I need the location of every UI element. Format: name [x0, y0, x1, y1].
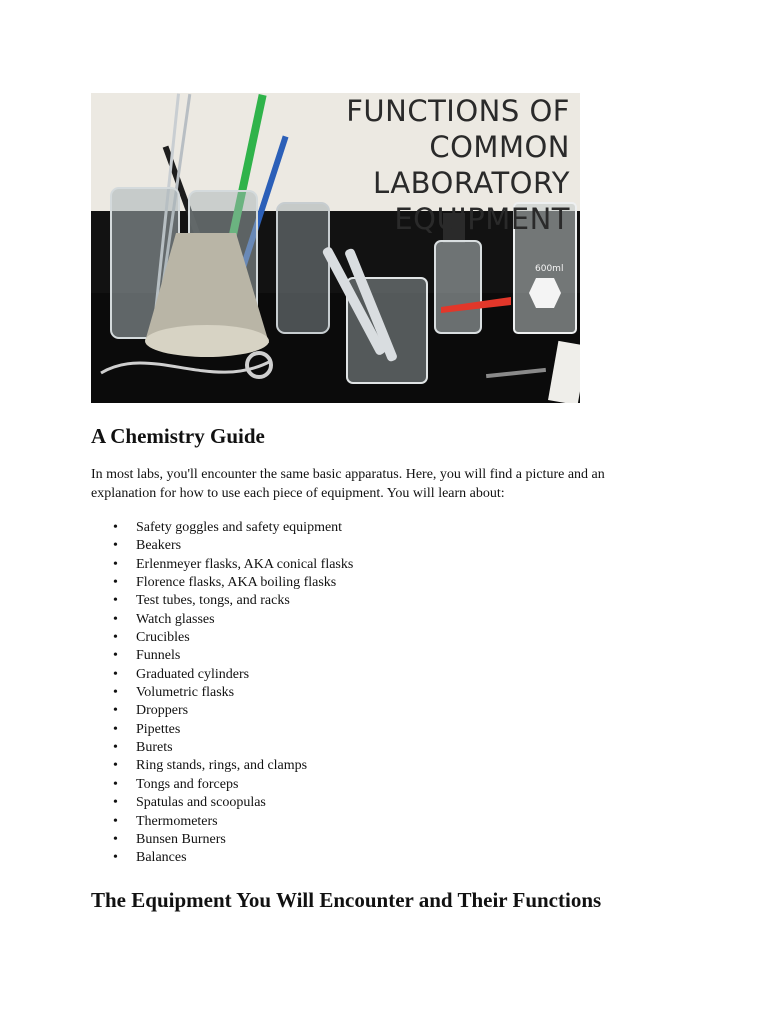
hero-title-line: COMMON LABORATORY [373, 130, 570, 200]
hero-title-line: FUNCTIONS OF [346, 94, 570, 128]
list-item: • Safety goggles and safety equipment [91, 519, 353, 537]
list-item: • Erlenmeyer flasks, AKA conical flasks [91, 556, 353, 574]
list-item: • Bunsen Burners [91, 831, 353, 849]
list-item: • Graduated cylinders [91, 666, 353, 684]
list-item: • Beakers [91, 537, 353, 555]
hero-title-line: EQUIPMENT [394, 202, 570, 236]
list-item: • Tongs and forceps [91, 776, 353, 794]
list-item: • Test tubes, tongs, and racks [91, 592, 353, 610]
list-item: • Spatulas and scoopulas [91, 794, 353, 812]
list-item: • Crucibles [91, 629, 353, 647]
list-item: • Florence flasks, AKA boiling flasks [91, 574, 353, 592]
hero-title [250, 93, 570, 237]
equipment-section-title: The Equipment You Will Encounter and Their Functions [91, 888, 602, 912]
list-item: • Burets [91, 739, 353, 757]
list-item: • Balances [91, 849, 353, 867]
list-item: • Ring stands, rings, and clamps [91, 757, 353, 775]
list-item: • Volumetric flasks [91, 684, 353, 702]
list-item: • Funnels [91, 647, 353, 665]
intro-paragraph: In most labs, you'll encounter the same basic apparatus. Here, you will find a picture and an explanation for how to use each piece of equipment. You will learn about: [91, 467, 605, 501]
guide-title: A Chemistry Guide [91, 424, 265, 448]
list-item: • Thermometers [91, 813, 353, 831]
list-item: • Pipettes [91, 721, 353, 739]
topics-list [91, 519, 353, 868]
list-item: • Droppers [91, 702, 353, 720]
beaker-volume-label: 600ml [535, 264, 564, 274]
list-item: • Watch glasses [91, 611, 353, 629]
hero-image [91, 93, 580, 403]
